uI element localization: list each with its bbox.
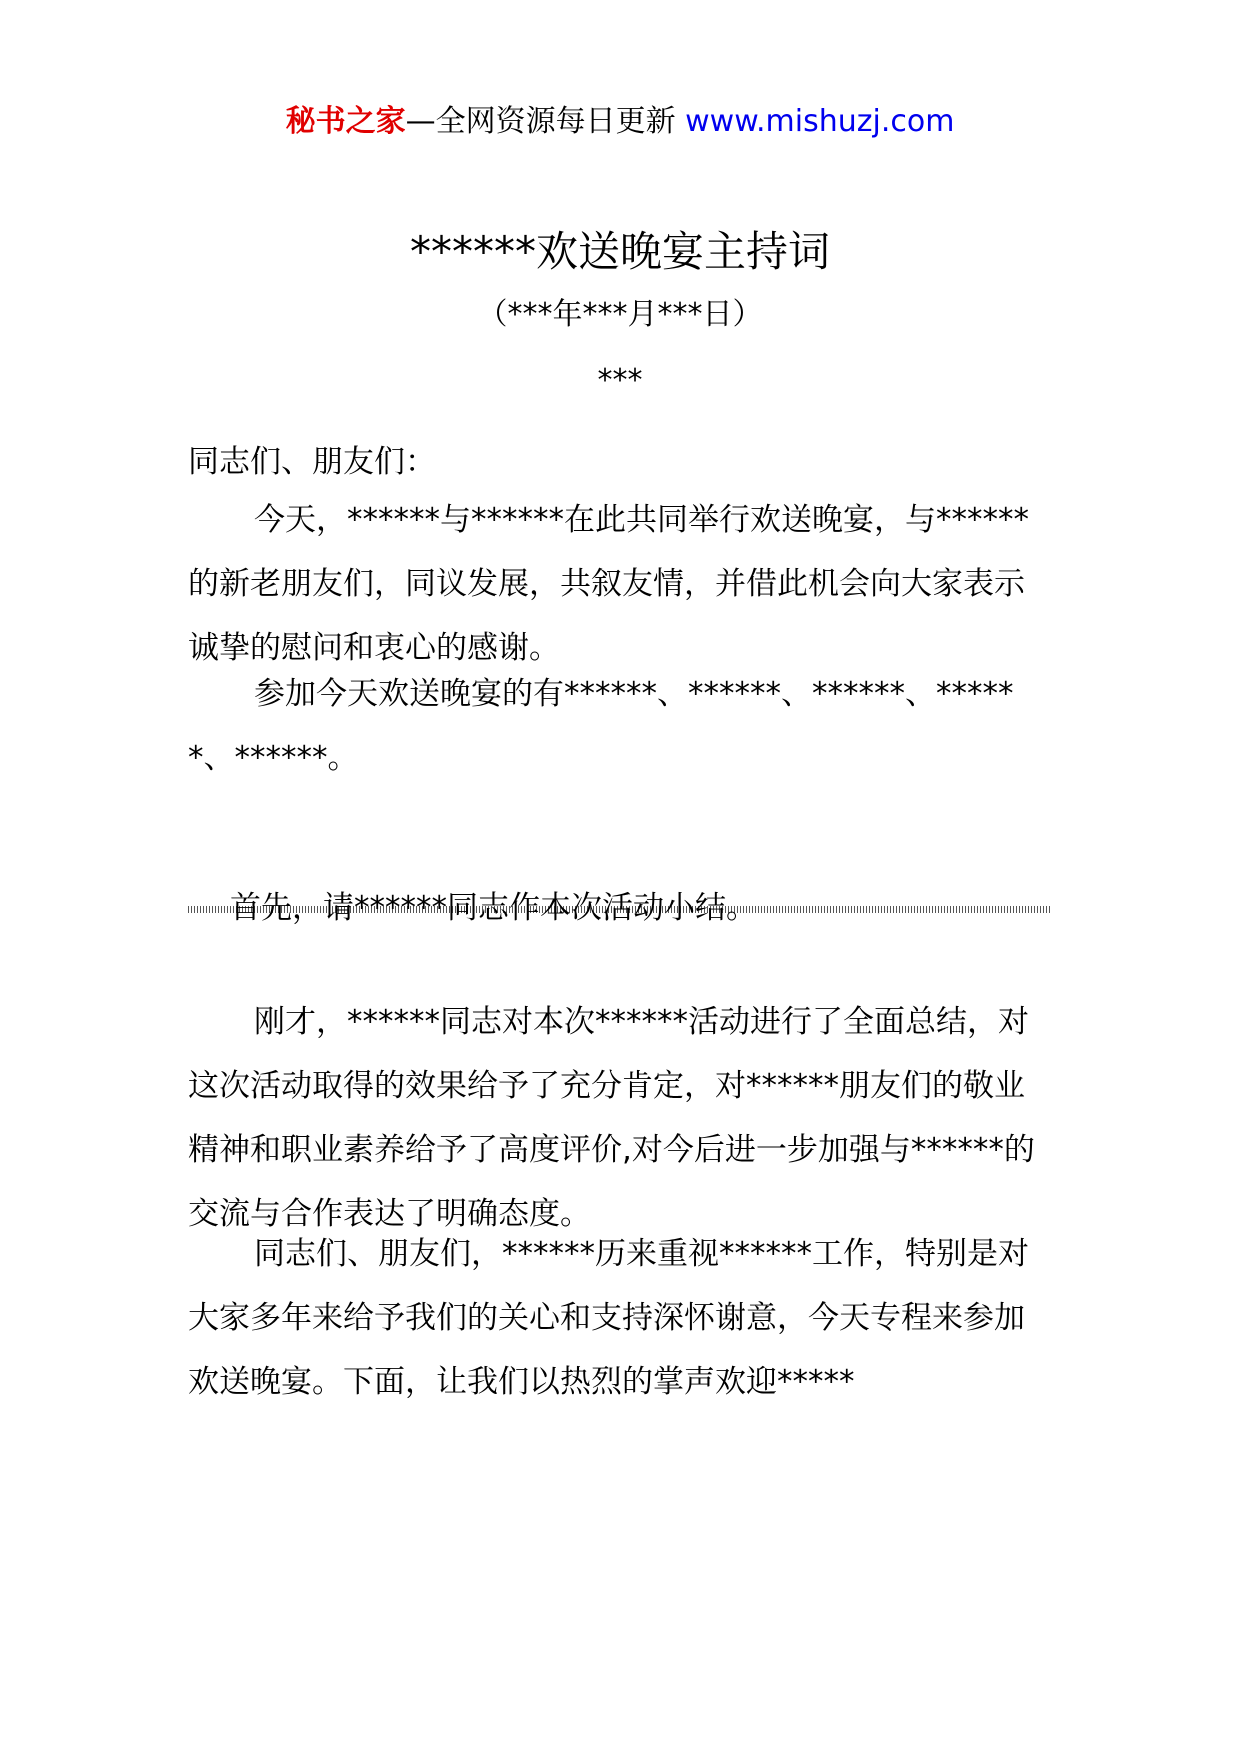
paragraph-summary-invite: 首先，请******同志作本次活动小结。 <box>230 890 757 926</box>
paragraph-summary-review: 刚才，******同志对本次******活动进行了全面总结，对这次活动取得的效果给予了充分肯定，对******朋友们的敬业精神和职业素养给予了高度评价,对今后进一步加强与******的交流与合作表达了明确态度。 <box>188 1004 1035 1232</box>
brand-name: 秘书之家 <box>285 104 406 139</box>
paragraph-attendees: 参加今天欢送晚宴的有******、******、******、******、******。 <box>188 676 1014 776</box>
document-title: ******欢送晚宴主持词 <box>409 227 830 276</box>
site-url-link[interactable]: www.mishuzj.com <box>685 104 955 139</box>
salutation: 同志们、朋友们： <box>188 444 436 480</box>
site-header <box>0 100 1240 144</box>
document-date: （***年***月***日） <box>477 297 763 332</box>
paragraph-opening: 今天，******与******在此共同举行欢送晚宴，与******的新老朋友们，同议发展，共叙友情，并借此机会向大家表示诚挚的慰问和衷心的感谢。 <box>188 502 1029 666</box>
paragraph-welcome: 同志们、朋友们，******历来重视******工作，特别是对大家多年来给予我们的关心和支持深怀谢意，今天专程来参加欢送晚宴。下面，让我们以热烈的掌声欢迎***** <box>188 1236 1029 1400</box>
document-author: *** <box>597 363 643 398</box>
header-tagline: —全网资源每日更新 <box>405 104 686 139</box>
